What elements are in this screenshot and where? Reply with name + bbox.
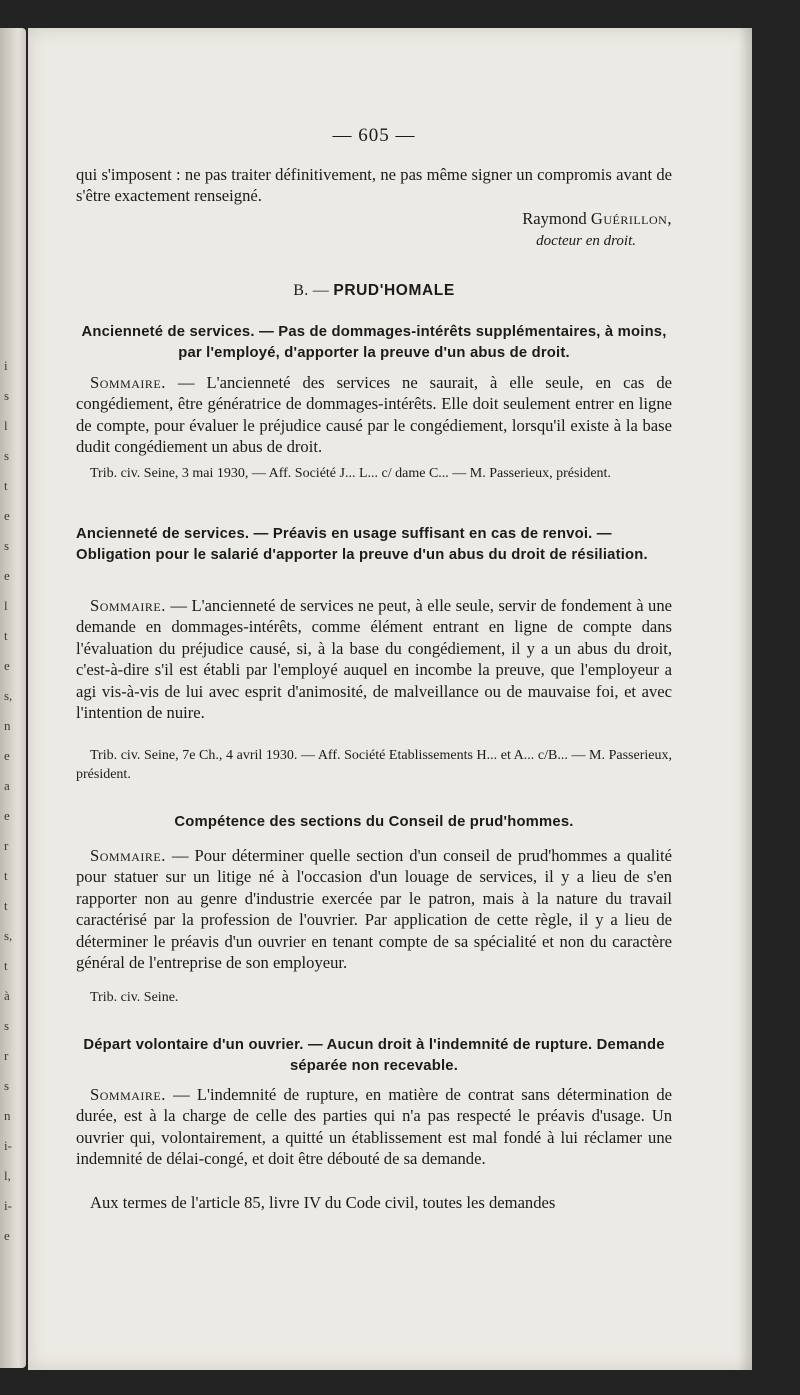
margin-glyph: l, — [4, 1168, 11, 1183]
author-title: docteur en droit. — [536, 233, 636, 249]
sommaire-label: Sommaire. — [90, 846, 166, 865]
margin-glyph: t — [4, 628, 8, 643]
margin-glyph: t — [4, 478, 8, 493]
closing-text: Aux termes de l'article 85, livre IV du Code civil, toutes les demandes — [90, 1193, 556, 1212]
author-name: Raymond Guérillon, — [522, 209, 672, 228]
entry-3-citation — [76, 989, 672, 1008]
margin-glyph: r — [4, 1048, 9, 1063]
margin-glyph: t — [4, 898, 8, 913]
margin-glyph: e — [4, 568, 10, 583]
sommaire-text: — L'indemnité de rupture, en matière de contrat sans détermination de durée, est à la charge de celle des parties qui n'a pas respecté le préavis d'usage. Un ouvrier qui, volontairement, a quitté un établissement est mal fondé à lui réclamer une indemnité de délai-congé, et doit être débouté de sa demande. — [76, 1085, 672, 1169]
page-number: — 605 — — [332, 125, 416, 146]
sommaire-paragraph — [76, 372, 672, 458]
citation: Trib. civ. Seine, 7e Ch., 4 avril 1930. — Aff. Société Etablissements H... et A... c/B... — M. Passerieux, président. — [76, 748, 672, 782]
entry-4 — [76, 1035, 672, 1077]
margin-glyph: l — [4, 598, 8, 613]
intro-text: qui s'imposent : ne pas traiter définitivement, ne pas même signer un compromis avant de s'être exactement renseigné. — [76, 165, 672, 206]
margin-glyph: t — [4, 868, 8, 883]
citation: Trib. civ. Seine, 3 mai 1930, — Aff. Société J... L... c/ dame C... — M. Passerieux, président. — [90, 466, 611, 481]
sommaire-paragraph — [76, 1084, 672, 1170]
margin-glyph: s — [4, 1078, 10, 1093]
margin-glyph: i- — [4, 1198, 12, 1213]
section-title: B. — PRUD'HOMALE — [293, 282, 455, 299]
entry-1 — [76, 322, 672, 364]
margin-glyph: e — [4, 808, 10, 823]
margin-glyph: t — [4, 958, 8, 973]
margin-glyph: i- — [4, 1138, 12, 1153]
citation: Trib. civ. Seine. — [90, 990, 179, 1005]
sommaire-label: Sommaire. — [90, 1085, 166, 1104]
margin-glyph: e — [4, 508, 10, 523]
margin-glyph: e — [4, 1228, 10, 1243]
margin-glyph: a — [4, 778, 10, 793]
margin-glyph: à — [4, 988, 10, 1003]
sommaire-label: Sommaire. — [90, 373, 166, 392]
entry-3 — [76, 812, 672, 833]
sommaire-paragraph — [76, 595, 672, 723]
margin-glyph: r — [4, 838, 9, 853]
margin-glyph: n — [4, 718, 11, 733]
margin-glyph: s — [4, 538, 10, 553]
margin-glyph: s — [4, 1018, 10, 1033]
entry-heading: Départ volontaire d'un ouvrier. — Aucun droit à l'indemnité de rupture. Demande séparée non recevable. — [83, 1037, 665, 1074]
entry-1-citation — [76, 465, 672, 484]
sommaire-text: — L'ancienneté de services ne peut, à elle seule, servir de fondement à une demande en dommages-intérêts, comme élément entrant en ligne de compte dans l'évaluation du préjudice causé, si, à la base du congédiement, il y a un abus du droit, c'est-à-dire s'il est établi par l'employé auquel en incombe la preuve, que l'employeur a agi vis-à-vis de lui avec esprit d'animosité, de malveillance ou de mauvaise foi, et avec l'intention de nuire. — [76, 596, 672, 723]
entry-2-sommaire — [76, 595, 672, 723]
margin-glyph: i — [4, 358, 8, 373]
entry-heading: Ancienneté de services. — Préavis en usage suffisant en cas de renvoi. — Obligation pour le salarié d'apporter la preuve d'un abus du droit de résiliation. — [76, 526, 648, 563]
entry-1-sommaire — [76, 372, 672, 458]
closing-paragraph — [76, 1192, 672, 1213]
margin-glyph: e — [4, 748, 10, 763]
entry-heading: Ancienneté de services. — Pas de dommages-intérêts supplémentaires, à moins, par l'employé, d'apporter la preuve d'un abus de droit. — [81, 324, 667, 361]
entry-heading: Compétence des sections du Conseil de prud'hommes. — [174, 814, 574, 830]
sommaire-text: — L'ancienneté des services ne saurait, à elle seule, en cas de congédiement, être génératrice de dommages-intérêts. Elle doit seulement entrer en ligne de compte, pour évaluer le préjudice causé par le congédiement, lorsqu'il existe à la base dudit congédiement un abus de droit. — [76, 373, 672, 457]
author-block — [76, 208, 672, 252]
sommaire-paragraph — [76, 845, 672, 973]
document-page — [28, 28, 752, 1370]
margin-glyph: s, — [4, 688, 13, 703]
entry-4-sommaire — [76, 1084, 672, 1170]
margin-glyph: n — [4, 1108, 11, 1123]
page-curl-shadow — [738, 28, 752, 1370]
entry-2 — [76, 524, 672, 566]
entry-2-citation — [76, 747, 672, 784]
intro-paragraph — [76, 164, 672, 207]
sommaire-label: Sommaire. — [90, 596, 166, 615]
margin-glyph: l — [4, 418, 8, 433]
margin-glyph: s, — [4, 928, 13, 943]
sommaire-text: — Pour déterminer quelle section d'un conseil de prud'hommes a qualité pour statuer sur un litige né à l'occasion d'un louage de services, il y a lieu de s'en rapporter non au genre d'industrie exercée par le patron, mais à la nature du travail caractérisé par la profession de l'ouvrier. Par application de cette règle, il y a lieu de déterminer le préavis d'un ouvrier en tenant compte de sa spécialité et non du caractère général de l'entreprise de son employeur. — [76, 846, 673, 973]
margin-glyph: s — [4, 448, 10, 463]
margin-glyph: e — [4, 658, 10, 673]
entry-3-sommaire — [76, 845, 672, 973]
margin-glyph: s — [4, 388, 10, 403]
adjacent-page-edge — [0, 28, 26, 1368]
